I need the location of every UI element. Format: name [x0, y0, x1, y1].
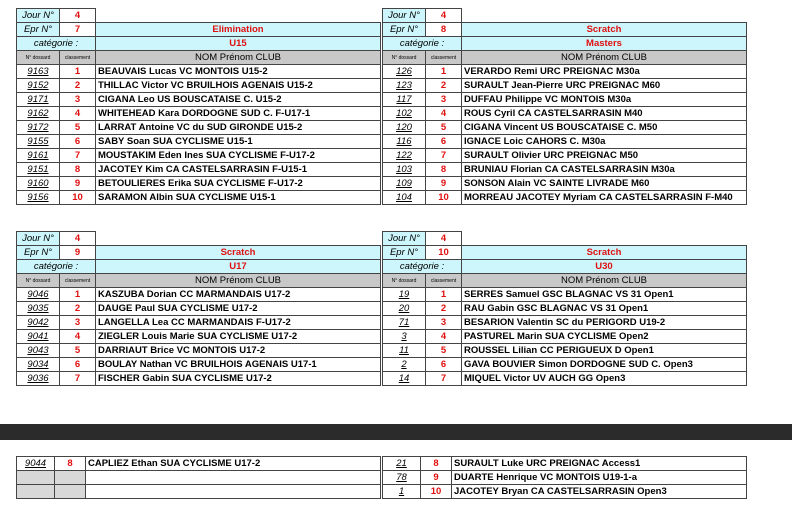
dossard-cell: 116: [383, 135, 426, 149]
table-row: [383, 149, 747, 163]
table-row: [17, 344, 381, 358]
rank-cell: 1: [426, 288, 462, 302]
jour-label: Jour N°: [17, 232, 60, 246]
category-value: Masters: [462, 37, 747, 51]
rank-cell: 4: [60, 330, 96, 344]
dossard-cell: 11: [383, 344, 426, 358]
race-type: Elimination: [96, 23, 381, 37]
dossard-cell: 14: [383, 372, 426, 386]
dossard-cell: 9043: [17, 344, 60, 358]
dossard-cell: [17, 485, 55, 499]
jour-label: Jour N°: [17, 9, 60, 23]
results-table: [382, 456, 747, 499]
table-row: [17, 288, 381, 302]
name-cell: CAPLIEZ Ethan SUA CYCLISME U17-2: [86, 457, 381, 471]
rank-cell: 8: [426, 163, 462, 177]
table-row: [383, 65, 747, 79]
table-row: [383, 358, 747, 372]
rank-cell: 4: [426, 330, 462, 344]
dossard-cell: 9035: [17, 302, 60, 316]
dossard-cell: 9161: [17, 149, 60, 163]
header-name: NOM Prénom CLUB: [462, 274, 747, 288]
rank-cell: [55, 485, 86, 499]
results-table: [16, 231, 381, 386]
dossard-cell: 9152: [17, 79, 60, 93]
epr-value: 9: [60, 246, 96, 260]
dossard-cell: 19: [383, 288, 426, 302]
table-row: [17, 457, 381, 471]
header-dossard: N° dossard: [383, 51, 426, 65]
name-cell: BESARION Valentin SC du PERIGORD U19-2: [462, 316, 747, 330]
header-name: NOM Prénom CLUB: [96, 51, 381, 65]
table-row: [17, 107, 381, 121]
results-table: [16, 456, 381, 499]
dossard-cell: 1: [383, 485, 421, 499]
table-row: [383, 177, 747, 191]
name-cell: CIGANA Leo US BOUSCATAISE C. U15-2: [96, 93, 381, 107]
table-row: [383, 471, 747, 485]
results-table: [382, 8, 747, 205]
rank-cell: 8: [60, 163, 96, 177]
jour-value: 4: [426, 9, 462, 23]
rank-cell: 9: [426, 177, 462, 191]
header-classement: classement: [60, 274, 96, 288]
continuation-block-left: [16, 456, 381, 499]
dossard-cell: 120: [383, 121, 426, 135]
rank-cell: 10: [60, 191, 96, 205]
name-cell: SURAULT Jean-Pierre URC PREIGNAC M60: [462, 79, 747, 93]
dossard-cell: 2: [383, 358, 426, 372]
race-type: Scratch: [462, 23, 747, 37]
table-row: [383, 372, 747, 386]
dossard-cell: 9163: [17, 65, 60, 79]
rank-cell: 4: [426, 107, 462, 121]
category-value: U17: [96, 260, 381, 274]
table-row: [383, 457, 747, 471]
rank-cell: 6: [60, 135, 96, 149]
table-row: [383, 107, 747, 121]
rank-cell: 9: [421, 471, 452, 485]
dossard-cell: 103: [383, 163, 426, 177]
jour-label: Jour N°: [383, 232, 426, 246]
header-dossard: N° dossard: [383, 274, 426, 288]
name-cell: BETOULIERES Erika SUA CYCLISME F-U17-2: [96, 177, 381, 191]
rank-cell: 7: [60, 149, 96, 163]
header-dossard: N° dossard: [17, 51, 60, 65]
jour-value: 4: [426, 232, 462, 246]
name-cell: MOUSTAKIM Eden Ines SUA CYCLISME F-U17-2: [96, 149, 381, 163]
category-label: catégorie :: [17, 260, 96, 274]
header-classement: classement: [426, 274, 462, 288]
table-row: [17, 163, 381, 177]
table-row: [17, 149, 381, 163]
rank-cell: 2: [426, 79, 462, 93]
rank-cell: [55, 471, 86, 485]
dossard-cell: 78: [383, 471, 421, 485]
rank-cell: 7: [60, 372, 96, 386]
table-row: [17, 121, 381, 135]
dossard-cell: 3: [383, 330, 426, 344]
table-row: [383, 485, 747, 499]
table-row: [383, 121, 747, 135]
name-cell: PASTUREL Marin SUA CYCLISME Open2: [462, 330, 747, 344]
name-cell: ROUSSEL Lilian CC PERIGUEUX D Open1: [462, 344, 747, 358]
epr-value: 7: [60, 23, 96, 37]
dossard-cell: 122: [383, 149, 426, 163]
table-row: [383, 344, 747, 358]
dossard-cell: 109: [383, 177, 426, 191]
rank-cell: 9: [60, 177, 96, 191]
rank-cell: 8: [421, 457, 452, 471]
category-value: U30: [462, 260, 747, 274]
dossard-cell: 9046: [17, 288, 60, 302]
table-row: [17, 65, 381, 79]
rank-cell: 10: [421, 485, 452, 499]
page-top-border: [0, 0, 792, 1]
rank-cell: 1: [426, 65, 462, 79]
table-row: [17, 302, 381, 316]
name-cell: MORREAU JACOTEY Myriam CA CASTELSARRASIN F-M40: [462, 191, 747, 205]
jour-label: Jour N°: [383, 9, 426, 23]
table-row: [17, 316, 381, 330]
name-cell: ZIEGLER Louis Marie SUA CYCLISME U17-2: [96, 330, 381, 344]
epr-label: Epr N°: [383, 246, 426, 260]
jour-value: 4: [60, 9, 96, 23]
race-block-epr-9: [16, 231, 381, 386]
results-table: [382, 231, 747, 386]
rank-cell: 1: [60, 65, 96, 79]
table-row: [17, 191, 381, 205]
race-type: Scratch: [462, 246, 747, 260]
name-cell: SARAMON Albin SUA CYCLISME U15-1: [96, 191, 381, 205]
rank-cell: 6: [60, 358, 96, 372]
epr-value: 8: [426, 23, 462, 37]
table-row: [17, 358, 381, 372]
name-cell: KASZUBA Dorian CC MARMANDAIS U17-2: [96, 288, 381, 302]
name-cell: LANGELLA Lea CC MARMANDAIS F-U17-2: [96, 316, 381, 330]
rank-cell: 7: [426, 372, 462, 386]
rank-cell: 3: [60, 316, 96, 330]
dossard-cell: 9160: [17, 177, 60, 191]
name-cell: ROUS Cyril CA CASTELSARRASIN M40: [462, 107, 747, 121]
category-value: U15: [96, 37, 381, 51]
table-row: [383, 288, 747, 302]
name-cell: [86, 485, 381, 499]
rank-cell: 3: [60, 93, 96, 107]
header-name: NOM Prénom CLUB: [96, 274, 381, 288]
rank-cell: 7: [426, 149, 462, 163]
race-block-epr-8: [382, 8, 747, 205]
header-classement: classement: [426, 51, 462, 65]
name-cell: SURAULT Olivier URC PREIGNAC M50: [462, 149, 747, 163]
name-cell: BEAUVAIS Lucas VC MONTOIS U15-2: [96, 65, 381, 79]
dossard-cell: 9155: [17, 135, 60, 149]
category-label: catégorie :: [383, 260, 462, 274]
table-row: [383, 316, 747, 330]
dossard-cell: 9151: [17, 163, 60, 177]
table-row: [383, 79, 747, 93]
dossard-cell: 123: [383, 79, 426, 93]
rank-cell: 5: [60, 121, 96, 135]
name-cell: VERARDO Remi URC PREIGNAC M30a: [462, 65, 747, 79]
table-row: [17, 471, 381, 485]
rank-cell: 1: [60, 288, 96, 302]
jour-value: 4: [60, 232, 96, 246]
rank-cell: 8: [55, 457, 86, 471]
name-cell: BOULAY Nathan VC BRUILHOIS AGENAIS U17-1: [96, 358, 381, 372]
dossard-cell: 117: [383, 93, 426, 107]
table-row: [17, 177, 381, 191]
dossard-cell: 21: [383, 457, 421, 471]
name-cell: JACOTEY Bryan CA CASTELSARRASIN Open3: [452, 485, 747, 499]
name-cell: FISCHER Gabin SUA CYCLISME U17-2: [96, 372, 381, 386]
name-cell: DUARTE Henrique VC MONTOIS U19-1-a: [452, 471, 747, 485]
dossard-cell: [17, 471, 55, 485]
rank-cell: 2: [60, 79, 96, 93]
continuation-block-right: [382, 456, 747, 499]
name-cell: MIQUEL Victor UV AUCH GG Open3: [462, 372, 747, 386]
epr-label: Epr N°: [383, 23, 426, 37]
table-row: [17, 93, 381, 107]
table-row: [383, 302, 747, 316]
table-row: [383, 163, 747, 177]
epr-value: 10: [426, 246, 462, 260]
dossard-cell: 102: [383, 107, 426, 121]
race-block-epr-10: [382, 231, 747, 386]
dossard-cell: 9034: [17, 358, 60, 372]
name-cell: DARRIAUT Brice VC MONTOIS U17-2: [96, 344, 381, 358]
name-cell: THILLAC Victor VC BRUILHOIS AGENAIS U15-2: [96, 79, 381, 93]
results-table: [16, 8, 381, 205]
rank-cell: 6: [426, 358, 462, 372]
name-cell: BRUNIAU Florian CA CASTELSARRASIN M30a: [462, 163, 747, 177]
epr-label: Epr N°: [17, 246, 60, 260]
dossard-cell: 9044: [17, 457, 55, 471]
rank-cell: 3: [426, 93, 462, 107]
rank-cell: 5: [60, 344, 96, 358]
category-label: catégorie :: [383, 37, 462, 51]
name-cell: RAU Gabin GSC BLAGNAC VS 31 Open1: [462, 302, 747, 316]
dossard-cell: 9172: [17, 121, 60, 135]
dossard-cell: 20: [383, 302, 426, 316]
rank-cell: 5: [426, 344, 462, 358]
rank-cell: 4: [60, 107, 96, 121]
name-cell: CIGANA Vincent US BOUSCATAISE C. M50: [462, 121, 747, 135]
dossard-cell: 9171: [17, 93, 60, 107]
dossard-cell: 9036: [17, 372, 60, 386]
name-cell: [86, 471, 381, 485]
table-row: [17, 330, 381, 344]
rank-cell: 6: [426, 135, 462, 149]
race-type: Scratch: [96, 246, 381, 260]
header-dossard: N° dossard: [17, 274, 60, 288]
rank-cell: 3: [426, 316, 462, 330]
rank-cell: 10: [426, 191, 462, 205]
table-row: [17, 79, 381, 93]
name-cell: SABY Soan SUA CYCLISME U15-1: [96, 135, 381, 149]
table-row: [383, 191, 747, 205]
table-row: [383, 93, 747, 107]
page-break-bar: [0, 424, 792, 440]
name-cell: GAVA BOUVIER Simon DORDOGNE SUD C. Open3: [462, 358, 747, 372]
name-cell: IGNACE Loic CAHORS C. M30a: [462, 135, 747, 149]
rank-cell: 5: [426, 121, 462, 135]
name-cell: SERRES Samuel GSC BLAGNAC VS 31 Open1: [462, 288, 747, 302]
dossard-cell: 9156: [17, 191, 60, 205]
race-block-epr-7: [16, 8, 381, 205]
table-row: [17, 372, 381, 386]
name-cell: LARRAT Antoine VC du SUD GIRONDE U15-2: [96, 121, 381, 135]
name-cell: JACOTEY Kim CA CASTELSARRASIN F-U15-1: [96, 163, 381, 177]
dossard-cell: 9041: [17, 330, 60, 344]
header-classement: classement: [60, 51, 96, 65]
name-cell: DAUGE Paul SUA CYCLISME U17-2: [96, 302, 381, 316]
header-name: NOM Prénom CLUB: [462, 51, 747, 65]
rank-cell: 2: [60, 302, 96, 316]
dossard-cell: 9162: [17, 107, 60, 121]
name-cell: DUFFAU Philippe VC MONTOIS M30a: [462, 93, 747, 107]
dossard-cell: 104: [383, 191, 426, 205]
category-label: catégorie :: [17, 37, 96, 51]
table-row: [383, 135, 747, 149]
name-cell: SONSON Alain VC SAINTE LIVRADE M60: [462, 177, 747, 191]
table-row: [17, 135, 381, 149]
dossard-cell: 71: [383, 316, 426, 330]
dossard-cell: 126: [383, 65, 426, 79]
name-cell: SURAULT Luke URC PREIGNAC Access1: [452, 457, 747, 471]
table-row: [17, 485, 381, 499]
rank-cell: 2: [426, 302, 462, 316]
epr-label: Epr N°: [17, 23, 60, 37]
table-row: [383, 330, 747, 344]
name-cell: WHITEHEAD Kara DORDOGNE SUD C. F-U17-1: [96, 107, 381, 121]
dossard-cell: 9042: [17, 316, 60, 330]
